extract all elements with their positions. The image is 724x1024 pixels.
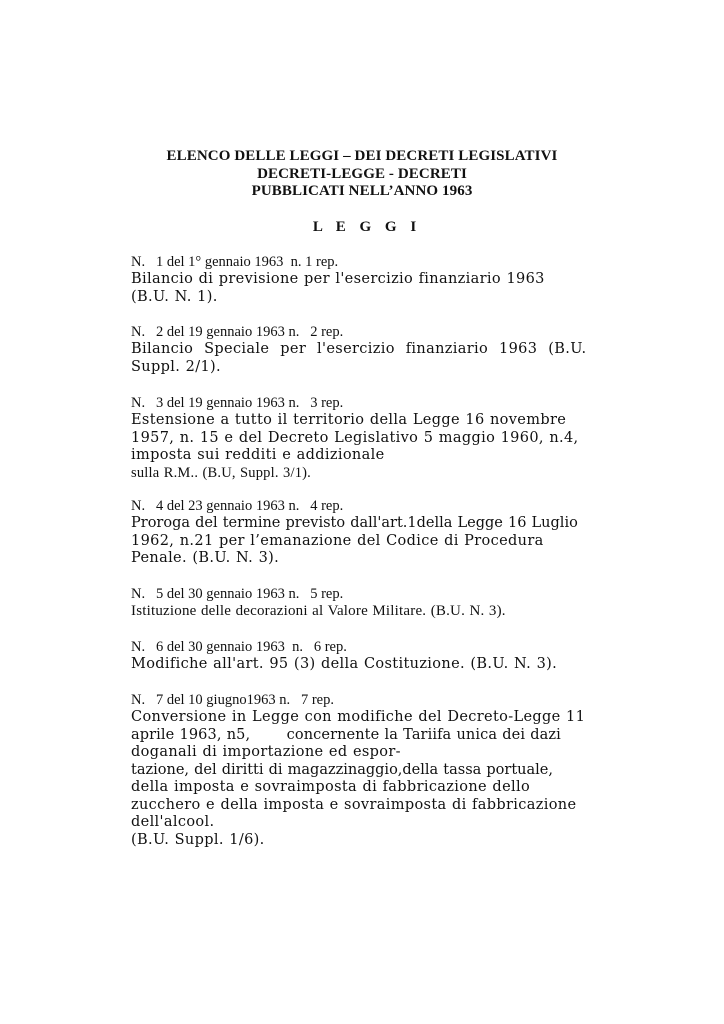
law-entry-2 bbox=[131, 324, 601, 376]
description-line: aprile 1963, n5, concernente la Tariifa unica dei dazi bbox=[131, 726, 561, 743]
law-description bbox=[131, 656, 601, 674]
law-reference: N. 2 del 19 gennaio 1963 n. 2 rep. bbox=[131, 324, 344, 340]
description-line: tazione, del diritti di magazzinaggio,della tassa portuale, bbox=[131, 761, 553, 778]
description-line: Bilancio di previsione per l'esercizio finanziario 1963 bbox=[131, 271, 545, 287]
header-line-1: ELENCO DELLE LEGGI – DEI DECRETI LEGISLATIVI bbox=[166, 148, 558, 164]
description-line: Estensione a tutto il territorio della Legge 16 novembre bbox=[131, 412, 567, 428]
description-line: (B.U. N. 1). bbox=[131, 288, 218, 305]
law-reference: N. 6 del 30 gennaio 1963 n. 6 rep. bbox=[131, 639, 347, 655]
description-line: Proroga del termine previsto dall'art.1della Legge 16 Luglio bbox=[131, 515, 578, 531]
description-line: zucchero e della imposta e sovraimposta di fabbricazione bbox=[131, 796, 577, 813]
law-entry-7 bbox=[131, 692, 601, 849]
law-entry-4 bbox=[131, 498, 601, 568]
document-header bbox=[0, 148, 724, 201]
law-description bbox=[131, 412, 601, 482]
law-entry-5 bbox=[131, 586, 601, 621]
law-reference: N. 7 del 10 giugno1963 n. 7 rep. bbox=[131, 692, 334, 708]
description-line: Bilancio Speciale per l'esercizio finanziario 1963 (B.U. bbox=[131, 341, 587, 357]
description-line: 1962, n.21 per l’emanazione del Codice di Procedura bbox=[131, 532, 544, 549]
law-reference: N. 1 del 1° gennaio 1963 n. 1 rep. bbox=[131, 254, 339, 270]
description-line: sulla R.M.. (B.U, Suppl. 3/1). bbox=[131, 464, 311, 481]
description-line: della imposta e sovraimposta di fabbricazione dello bbox=[131, 779, 531, 795]
law-reference: N. 3 del 19 gennaio 1963 n. 3 rep. bbox=[131, 395, 344, 411]
law-description bbox=[131, 603, 601, 621]
law-description bbox=[131, 515, 601, 568]
description-line: doganali di importazione ed espor- bbox=[131, 744, 401, 760]
header-line-2: DECRETI-LEGGE - DECRETI bbox=[257, 165, 467, 182]
header-line-3: PUBBLICATI NELL’ANNO 1963 bbox=[251, 183, 473, 199]
law-entry-6 bbox=[131, 639, 601, 674]
description-line: Istituzione delle decorazioni al Valore Militare. (B.U. N. 3). bbox=[131, 603, 506, 619]
description-line: (B.U. Suppl. 1/6). bbox=[131, 831, 265, 848]
description-line: Penale. (B.U. N. 3). bbox=[131, 550, 280, 566]
description-line: dell'alcool. bbox=[131, 814, 215, 830]
law-entry-1 bbox=[131, 254, 601, 306]
description-line: Conversione in Legge con modifiche del Decreto-Legge 11 bbox=[131, 709, 586, 725]
law-description bbox=[131, 709, 601, 849]
law-reference: N. 4 del 23 gennaio 1963 n. 4 rep. bbox=[131, 498, 344, 514]
description-line: Suppl. 2/1). bbox=[131, 358, 221, 375]
law-description bbox=[131, 341, 601, 376]
law-reference: N. 5 del 30 gennaio 1963 n. 5 rep. bbox=[131, 586, 344, 602]
description-line: Modifiche all'art. 95 (3) della Costituzione. (B.U. N. 3). bbox=[131, 656, 558, 672]
law-entry-3 bbox=[131, 395, 601, 482]
section-title-leggi: L E G G I bbox=[312, 219, 422, 235]
description-line: 1957, n. 15 e del Decreto Legislativo 5 maggio 1960, n.4, bbox=[131, 429, 579, 446]
description-line: imposta sui redditi e addizionale bbox=[131, 447, 385, 463]
law-description bbox=[131, 271, 601, 306]
